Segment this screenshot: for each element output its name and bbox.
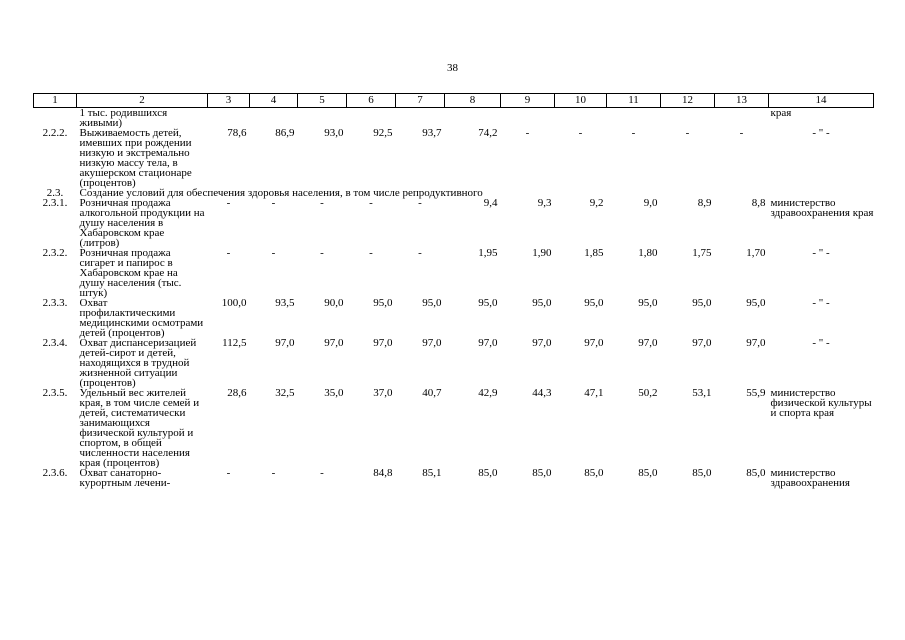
header-cell-4: 4 xyxy=(250,94,298,108)
value-cell: 85,1 xyxy=(422,467,442,479)
indicator-name: Охват санаторно-курортным лечени- xyxy=(79,467,171,489)
table-row xyxy=(34,338,874,388)
responsible-cell: министерство физической культуры и спорта края xyxy=(770,387,872,419)
table-row xyxy=(34,298,874,338)
value-cell: 9,3 xyxy=(537,197,552,209)
value-cell: 97,0 xyxy=(478,337,498,349)
value-cell: - xyxy=(226,247,231,259)
value-cell: 85,0 xyxy=(638,467,658,479)
indicator-name: Розничная продажа алкогольной продукции на душу населения в Хабаровском крае (литров) xyxy=(79,197,205,249)
value-cell: 50,2 xyxy=(638,387,658,399)
value-cell: 95,0 xyxy=(478,297,498,309)
value-cell: - xyxy=(226,197,231,209)
value-cell xyxy=(501,108,555,129)
value-cell: 112,5 xyxy=(222,337,247,349)
responsible-cell: министерство здравоохранения края xyxy=(770,197,874,219)
row-number: 2.3.6. xyxy=(42,467,68,479)
value-cell: 92,5 xyxy=(373,127,393,139)
value-cell: 90,0 xyxy=(324,297,344,309)
value-cell: - xyxy=(578,127,583,139)
value-cell: 74,2 xyxy=(478,127,498,139)
table-row xyxy=(34,108,874,129)
header-cell-10: 10 xyxy=(555,94,607,108)
value-cell: - xyxy=(418,247,422,259)
value-cell: 85,0 xyxy=(692,467,712,479)
value-cell: - xyxy=(320,197,324,209)
responsible-cell: - " - xyxy=(812,247,830,259)
value-cell: - xyxy=(320,247,324,259)
header-cell-14: 14 xyxy=(769,94,874,108)
value-cell: 85,0 xyxy=(584,467,604,479)
value-cell: - xyxy=(418,197,422,209)
section-title: Создание условий для обеспечения здоровья населения, в том числе репродуктивного xyxy=(79,187,483,199)
value-cell: 47,1 xyxy=(584,387,604,399)
header-cell-3: 3 xyxy=(208,94,250,108)
value-cell xyxy=(661,108,715,129)
value-cell: 95,0 xyxy=(638,297,658,309)
value-cell: - xyxy=(271,467,276,479)
row-number: 2.3.3. xyxy=(42,297,68,309)
value-cell: - xyxy=(271,247,276,259)
value-cell: 53,1 xyxy=(692,387,712,399)
value-cell xyxy=(250,108,298,129)
value-cell: 40,7 xyxy=(422,387,442,399)
responsible-cell: края xyxy=(770,107,792,119)
header-cell-6: 6 xyxy=(347,94,396,108)
value-cell: - xyxy=(685,127,690,139)
value-cell: 1,75 xyxy=(692,247,712,259)
value-cell: 55,9 xyxy=(746,387,766,399)
value-cell: 97,0 xyxy=(275,337,295,349)
value-cell xyxy=(445,108,501,129)
indicator-name: Охват диспансеризацией детей-сирот и детей, находящихся в трудной жизненной ситуации (процентов) xyxy=(79,337,197,389)
page-number: 38 xyxy=(447,62,458,74)
value-cell: 95,0 xyxy=(422,297,442,309)
value-cell: 86,9 xyxy=(275,127,295,139)
responsible-cell: - " - xyxy=(812,337,830,349)
responsible-cell: министерство здравоохранения xyxy=(770,467,850,489)
value-cell: - xyxy=(369,247,373,259)
value-cell: 37,0 xyxy=(373,387,393,399)
value-cell xyxy=(715,108,769,129)
value-cell: 35,0 xyxy=(324,387,344,399)
value-cell: - xyxy=(226,467,231,479)
value-cell: 93,0 xyxy=(324,127,344,139)
value-cell: 44,3 xyxy=(532,387,552,399)
header-row xyxy=(34,94,874,108)
table-row xyxy=(34,198,874,248)
value-cell: 1,95 xyxy=(478,247,498,259)
value-cell xyxy=(555,108,607,129)
value-cell: 85,0 xyxy=(532,467,552,479)
header-cell-2: 2 xyxy=(77,94,208,108)
value-cell xyxy=(396,108,445,129)
table-row xyxy=(34,468,874,488)
indicators-table xyxy=(33,93,874,488)
value-cell: 95,0 xyxy=(373,297,393,309)
indicator-name: Охват профилактическими медицинскими осмотрами детей (процентов) xyxy=(79,297,204,339)
value-cell xyxy=(347,108,396,129)
header-cell-7: 7 xyxy=(396,94,445,108)
value-cell: 1,70 xyxy=(746,247,766,259)
value-cell: 100,0 xyxy=(221,297,247,309)
row-number: 2.3.4. xyxy=(42,337,68,349)
indicator-name: 1 тыс. родившихся живыми) xyxy=(79,107,168,129)
value-cell: 42,9 xyxy=(478,387,498,399)
header-cell-11: 11 xyxy=(607,94,661,108)
value-cell: - xyxy=(525,127,530,139)
indicator-name: Выживаемость детей, имевших при рождении низкую и экстремально низкую массу тела, в акушерском стационаре (процентов) xyxy=(79,127,192,189)
value-cell: 97,0 xyxy=(746,337,766,349)
value-cell: - xyxy=(739,127,744,139)
indicator-name: Удельный вес жителей края, в том числе семей и детей, систематически занимающихся физической культурой и спортом, в общей численности населения края (процентов) xyxy=(79,387,200,469)
value-cell: 93,5 xyxy=(275,297,295,309)
header-cell-9: 9 xyxy=(501,94,555,108)
value-cell xyxy=(208,108,250,129)
value-cell: 95,0 xyxy=(692,297,712,309)
header-cell-5: 5 xyxy=(298,94,347,108)
value-cell: 1,80 xyxy=(638,247,658,259)
value-cell: 97,0 xyxy=(584,337,604,349)
value-cell xyxy=(298,108,347,129)
value-cell: 95,0 xyxy=(584,297,604,309)
value-cell: 8,9 xyxy=(697,197,712,209)
row-number: 2.3.1. xyxy=(42,197,68,209)
row-number: 2.3.2. xyxy=(42,247,68,259)
indicator-name: Розничная продажа сигарет и папирос в Хабаровском крае на душу населения (тыс. штук) xyxy=(79,247,182,299)
value-cell: 95,0 xyxy=(746,297,766,309)
value-cell: 97,0 xyxy=(324,337,344,349)
value-cell: 28,6 xyxy=(227,387,247,399)
value-cell: 97,0 xyxy=(638,337,658,349)
value-cell xyxy=(607,108,661,129)
header-cell-8: 8 xyxy=(445,94,501,108)
value-cell: 78,6 xyxy=(227,127,247,139)
table-row xyxy=(34,128,874,188)
value-cell: 85,0 xyxy=(746,467,766,479)
value-cell: 8,8 xyxy=(751,197,766,209)
value-cell: 97,0 xyxy=(373,337,393,349)
value-cell: 1,90 xyxy=(532,247,552,259)
table-body xyxy=(34,108,874,489)
value-cell: 97,0 xyxy=(422,337,442,349)
responsible-cell: - " - xyxy=(812,127,830,139)
row-number: 2.3. xyxy=(46,187,64,199)
value-cell: 9,0 xyxy=(643,197,658,209)
value-cell: 97,0 xyxy=(692,337,712,349)
value-cell: - xyxy=(369,197,373,209)
value-cell: - xyxy=(271,197,276,209)
header-cell-13: 13 xyxy=(715,94,769,108)
row-number: 2.2.2. xyxy=(42,127,68,139)
responsible-cell: - " - xyxy=(812,297,830,309)
value-cell: - xyxy=(320,467,324,479)
value-cell: 32,5 xyxy=(275,387,295,399)
value-cell: 1,85 xyxy=(584,247,604,259)
table-row xyxy=(34,248,874,298)
value-cell: 9,2 xyxy=(589,197,604,209)
row-number xyxy=(34,108,77,129)
value-cell: - xyxy=(631,127,636,139)
row-number: 2.3.5. xyxy=(42,387,68,399)
value-cell: 93,7 xyxy=(422,127,442,139)
table-row xyxy=(34,388,874,468)
value-cell: 85,0 xyxy=(478,467,498,479)
value-cell: 95,0 xyxy=(532,297,552,309)
value-cell: 97,0 xyxy=(532,337,552,349)
value-cell: 84,8 xyxy=(373,467,393,479)
value-cell: 9,4 xyxy=(483,197,498,209)
header-cell-12: 12 xyxy=(661,94,715,108)
header-cell-1: 1 xyxy=(34,94,77,108)
